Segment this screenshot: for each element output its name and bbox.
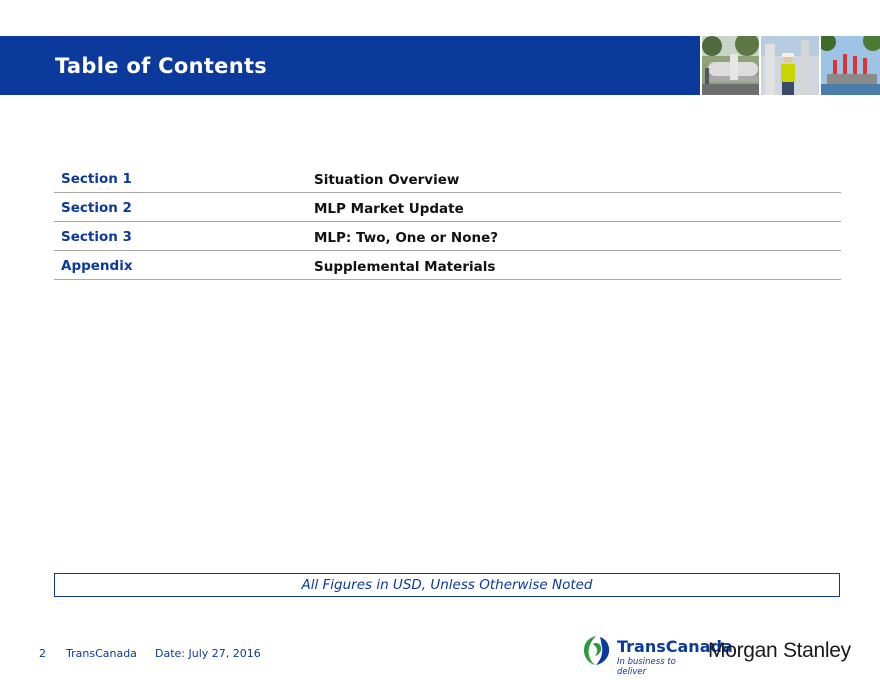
header-photo-power-plant: [821, 36, 880, 95]
toc-section-title: Situation Overview: [314, 172, 460, 188]
toc-row-section-2[interactable]: [54, 193, 841, 222]
toc-section-label: Section 1: [61, 171, 132, 187]
header-photo-pipeline: [702, 36, 759, 95]
morgan-stanley-logo: Morgan Stanley: [708, 639, 851, 662]
currency-note: All Figures in USD, Unless Otherwise Noted: [54, 573, 840, 597]
transcanada-name: TransCanada: [617, 637, 733, 656]
toc-section-label: Section 2: [61, 200, 132, 216]
transcanada-mark-icon: [580, 633, 614, 667]
footer-date: Date: July 27, 2016: [155, 647, 261, 660]
footer-company: TransCanada: [66, 647, 137, 660]
toc-row-section-1[interactable]: [54, 164, 841, 193]
toc-section-title: Supplemental Materials: [314, 259, 496, 275]
page-title: Table of Contents: [55, 54, 268, 78]
toc-section-title: MLP: Two, One or None?: [314, 230, 499, 246]
header-photo-worker: [761, 36, 819, 95]
transcanada-logo: [580, 633, 733, 677]
page-number: 2: [39, 647, 46, 660]
table-of-contents: [54, 164, 841, 280]
toc-row-section-3[interactable]: [54, 222, 841, 251]
toc-section-label: Appendix: [61, 258, 133, 274]
transcanada-tagline: In business to deliver: [617, 657, 676, 677]
toc-section-label: Section 3: [61, 229, 132, 245]
toc-row-appendix[interactable]: [54, 251, 841, 280]
toc-section-title: MLP Market Update: [314, 201, 464, 217]
